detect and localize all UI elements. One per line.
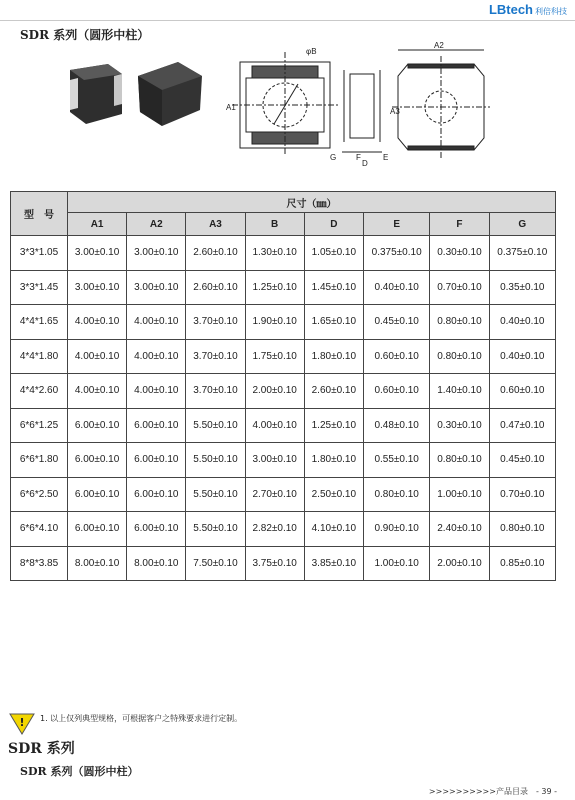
dimension-cell: 4.00±0.10 [245,408,304,443]
table-header-row [11,192,556,213]
warning-icon [8,712,36,736]
table-row [11,270,556,305]
dimension-cell: 3.00±0.10 [245,443,304,478]
table-row [11,305,556,340]
dimension-cell: 5.50±0.10 [186,408,245,443]
dimension-cell: 0.35±0.10 [489,270,555,305]
model-cell: 4*4*2.60 [11,374,68,409]
dimension-cell: 3.00±0.10 [68,270,127,305]
header-divider [0,20,575,21]
dimension-cell: 6.00±0.10 [68,443,127,478]
page-nav: >>>>>>>>>>产品目录 - 39 - [428,787,557,796]
dimension-cell: 4.00±0.10 [68,374,127,409]
table-row [11,408,556,443]
dimension-cell: 2.82±0.10 [245,512,304,547]
top-view [392,50,490,158]
dimension-cell: 0.47±0.10 [489,408,555,443]
product-photo [60,58,220,130]
footer-subtitle: SDR 系列（圆形中柱） [20,765,139,778]
table-row [11,512,556,547]
dimension-cell: 0.60±0.10 [489,374,555,409]
dimension-cell: 5.50±0.10 [186,443,245,478]
dimension-cell: 3.00±0.10 [68,236,127,271]
label-g: G [330,153,337,162]
col-header: D [304,213,363,236]
dimension-cell: 0.48±0.10 [363,408,429,443]
label-a2: A2 [434,41,444,50]
dimension-cell: 8.00±0.10 [127,546,186,581]
page-title: SDR 系列（圆形中柱） [20,28,150,42]
brand-logo-text: LBtech [488,2,533,17]
inductor-image-left [70,64,122,124]
label-phi-b: φB [306,47,317,56]
col-header: B [245,213,304,236]
dimension-cell: 0.80±0.10 [489,512,555,547]
dimension-cell: 0.45±0.10 [363,305,429,340]
dimension-cell: 6.00±0.10 [68,408,127,443]
dimension-cell: 1.05±0.10 [304,236,363,271]
dimension-cell: 2.60±0.10 [186,236,245,271]
dimension-cell: 3.70±0.10 [186,305,245,340]
model-cell: 6*6*1.80 [11,443,68,478]
dimension-cell: 5.50±0.10 [186,477,245,512]
dimension-cell: 1.80±0.10 [304,443,363,478]
dimension-cell: 4.00±0.10 [68,339,127,374]
dimension-cell: 0.40±0.10 [489,339,555,374]
col-header: A3 [186,213,245,236]
dimension-cell: 0.80±0.10 [430,339,489,374]
dimension-cell: 3.00±0.10 [127,236,186,271]
table-row [11,374,556,409]
dimension-cell: 1.25±0.10 [304,408,363,443]
dimension-cell: 0.80±0.10 [430,443,489,478]
dimension-cell: 2.70±0.10 [245,477,304,512]
dimension-cell: 6.00±0.10 [127,477,186,512]
dimension-cell: 0.55±0.10 [363,443,429,478]
table-row [11,546,556,581]
col-header: E [363,213,429,236]
dimension-cell: 0.40±0.10 [363,270,429,305]
dimension-cell: 6.00±0.10 [127,408,186,443]
dimension-cell: 3.70±0.10 [186,339,245,374]
model-cell: 8*8*3.85 [11,546,68,581]
dimension-cell: 1.30±0.10 [245,236,304,271]
table-row [11,443,556,478]
dimension-cell: 0.375±0.10 [363,236,429,271]
brand-logo-sub: 利倍科技 [535,7,567,16]
label-e: E [383,153,389,162]
dimension-cell: 0.80±0.10 [363,477,429,512]
dimension-cell: 2.00±0.10 [430,546,489,581]
col-header: G [489,213,555,236]
footer-title: SDR 系列 [8,741,75,757]
col-header: A1 [68,213,127,236]
brand-logo [489,2,567,17]
spec-table [10,191,556,581]
dimension-cell: 6.00±0.10 [68,477,127,512]
label-a3: A3 [390,107,400,116]
side-view [342,70,382,152]
dimension-cell: 7.50±0.10 [186,546,245,581]
dimension-cell: 8.00±0.10 [68,546,127,581]
dimension-cell: 0.30±0.10 [430,408,489,443]
dimension-cell: 3.75±0.10 [245,546,304,581]
column-header-row [11,213,556,236]
dimension-cell: 1.40±0.10 [430,374,489,409]
dimension-cell: 6.00±0.10 [127,512,186,547]
dimension-cell: 4.00±0.10 [127,305,186,340]
dimension-cell: 6.00±0.10 [127,443,186,478]
dimension-cell: 1.90±0.10 [245,305,304,340]
dimension-cell: 0.375±0.10 [489,236,555,271]
dimension-cell: 1.00±0.10 [363,546,429,581]
dimension-cell: 5.50±0.10 [186,512,245,547]
label-d: D [362,159,368,168]
dimension-cell: 3.70±0.10 [186,374,245,409]
dimension-cell: 3.85±0.10 [304,546,363,581]
model-header: 型 号 [11,192,68,236]
table-row [11,339,556,374]
dimension-cell: 2.50±0.10 [304,477,363,512]
dimension-cell: 2.00±0.10 [245,374,304,409]
col-header: F [430,213,489,236]
dimension-header: 尺寸（㎜） [68,192,556,213]
table-body [11,236,556,581]
svg-text:!: ! [19,716,25,729]
dimension-cell: 1.65±0.10 [304,305,363,340]
dimension-cell: 0.85±0.10 [489,546,555,581]
dimension-cell: 1.75±0.10 [245,339,304,374]
dimension-cell: 2.60±0.10 [304,374,363,409]
model-cell: 6*6*1.25 [11,408,68,443]
dimension-cell: 0.90±0.10 [363,512,429,547]
dimension-cell: 1.25±0.10 [245,270,304,305]
dimension-cell: 3.00±0.10 [127,270,186,305]
dimension-cell: 6.00±0.10 [68,512,127,547]
table-row [11,236,556,271]
dimension-cell: 4.00±0.10 [127,374,186,409]
model-cell: 3*3*1.45 [11,270,68,305]
dimension-cell: 0.60±0.10 [363,339,429,374]
dimension-cell: 4.00±0.10 [68,305,127,340]
model-cell: 4*4*1.65 [11,305,68,340]
model-cell: 3*3*1.05 [11,236,68,271]
dimension-cell: 1.80±0.10 [304,339,363,374]
model-cell: 6*6*2.50 [11,477,68,512]
dimension-cell: 0.70±0.10 [430,270,489,305]
dimension-cell: 4.10±0.10 [304,512,363,547]
inductor-image-right [138,62,202,126]
dimension-cell: 0.45±0.10 [489,443,555,478]
model-cell: 4*4*1.80 [11,339,68,374]
dimension-cell: 0.70±0.10 [489,477,555,512]
dimension-cell: 0.30±0.10 [430,236,489,271]
label-f: F [356,153,361,162]
dimension-cell: 0.80±0.10 [430,305,489,340]
label-a1: A1 [226,103,236,112]
front-view [232,52,340,156]
dimension-cell: 1.45±0.10 [304,270,363,305]
dimension-cell: 4.00±0.10 [127,339,186,374]
dimension-cell: 0.40±0.10 [489,305,555,340]
col-header: A2 [127,213,186,236]
dimension-cell: 0.60±0.10 [363,374,429,409]
dimension-cell: 2.40±0.10 [430,512,489,547]
table-row [11,477,556,512]
dimension-cell: 2.60±0.10 [186,270,245,305]
dimension-cell: 1.00±0.10 [430,477,489,512]
dimension-drawing [222,41,490,168]
model-cell: 6*6*4.10 [11,512,68,547]
note-text: 1. 以上仅列典型规格，可根据客户之特殊要求进行定制。 [40,714,243,723]
